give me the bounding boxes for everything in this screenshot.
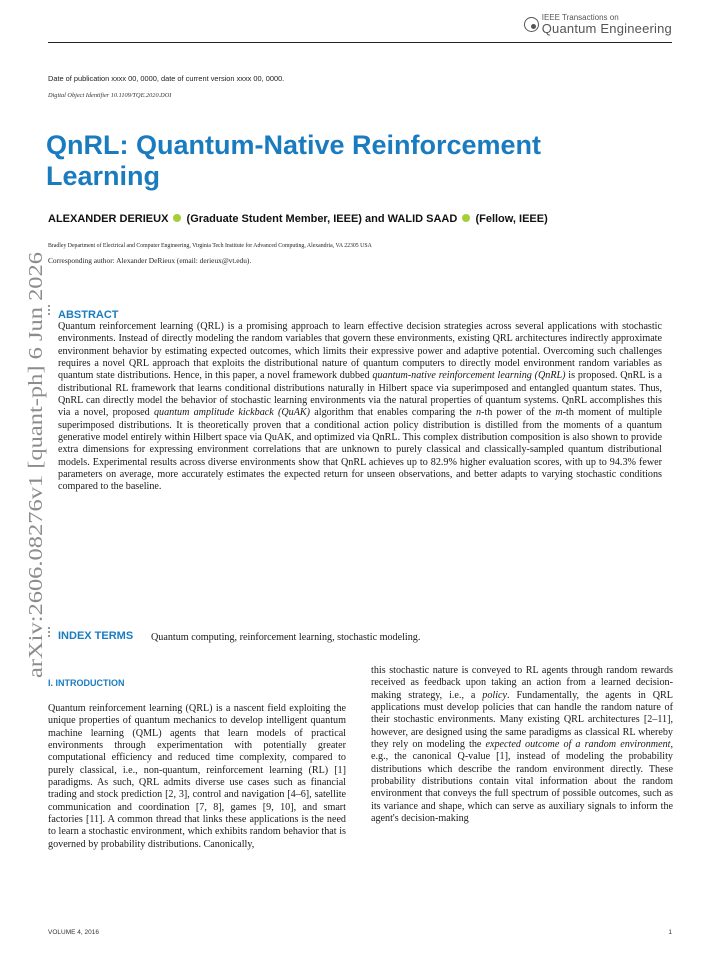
abstract-text: Quantum reinforcement learning (QRL) is a promising approach to learn effective decision strategies across several applications with stochastic environments. Instead of directly modeling the random variables that govern these environments, existing QRL architectures indirectly approximate environment behavior by estimating expected outcomes, which limits their expressive power and adaptive potential. Overcoming such challenges requires a novel QRL approach that exploits the distributional nature of quantum computers to directly model environment random variables as quantum state distributions. Hence, in this paper, a novel framework dubbed quantum-native reinforcement learning (QnRL) is proposed. QnRL is a distributional RL framework that learns conditional distributions naturally in Hilbert space via superimposed and entangled quantum states. Thus, QnRL can directly model the behavior of stochastic learning environments via the natural properties of quantum systems. QnRL accomplishes this via a novel, proposed quantum amplitude kickback (QuAK) algorithm that enables comparing the n-th power of the m-th moment of multiple superimposed distributions. It is theoretically proven that a conditional action policy distribution is distilled from the moments of a quantum generative model entirely within Hilbert space via QuAK, and optimized via QnRL. This complex distribution composition is also shown to provide extra dimensions for expressing environment correlations that are unknown to purely classical and classically-sampled quantum distributional models. Experimental results across diverse environments show that QnRL achieves up to 82.9% higher evaluation scores, with up to 94.3% fewer parameters on average, more accurately estimates the expected return for unseen observations, and better adapts to varying stochastic conditions compared to the baseline.: [58, 321, 662, 493]
journal-logo: [524, 14, 672, 35]
author-role: (Graduate Student Member, IEEE) and: [186, 213, 385, 225]
header-rule: [48, 42, 672, 43]
paper-title: QnRL: Quantum-Native Reinforcement Learning: [46, 130, 542, 191]
author-role: (Fellow, IEEE): [475, 213, 548, 225]
ieee-logo-icon: [524, 17, 539, 32]
author-name: WALID SAAD: [387, 213, 458, 225]
journal-name-line2: Quantum Engineering: [541, 21, 672, 36]
author-name: ALEXANDER DERIEUX: [48, 213, 169, 225]
page-number: 1: [668, 929, 672, 936]
publication-date: Date of publication xxxx 00, 0000, date of current version xxxx 00, 0000.: [48, 74, 285, 83]
abstract-heading: ABSTRACT: [58, 309, 119, 321]
section-marker: [48, 305, 51, 317]
index-terms-text: Quantum computing, reinforcement learning, stochastic modeling.: [151, 632, 421, 643]
footer-volume: VOLUME 4, 2016: [48, 929, 99, 936]
introduction-heading: I. INTRODUCTION: [48, 678, 125, 688]
corresponding-author: Corresponding author: Alexander DeRieux (email: derieux@vt.edu).: [48, 256, 252, 265]
author-list: [48, 213, 608, 226]
intro-right-column: this stochastic nature is conveyed to RL agents through random rewards received as feedback upon taking an action from a learned decision-making strategy, i.e., a policy. Fundamentally, the agents in QRL applications must develop policies that can handle the random nature of their stochastic environments. Many existing QRL architectures [2–11], however, are designed using the same paradigms as classical RL whereby they rely on modeling the expected outcome of a random environment, e.g., the canonical Q-value [1], instead of modeling the probability distributions which describe the random environment directly. These probability distributions contain vital information about the random environment that conveys the full spectrum of possible outcomes, such as its variance and shape, which can serve as auxiliary signals to inform the agent's decision-making: [371, 665, 673, 825]
orcid-icon[interactable]: [462, 214, 470, 222]
orcid-icon[interactable]: [173, 214, 181, 222]
section-marker: [48, 627, 51, 639]
doi-line: Digital Object Identifier 10.1109/TQE.2020.DOI: [48, 92, 172, 99]
intro-left-column: Quantum reinforcement learning (QRL) is a nascent field exploiting the unique properties of quantum mechanics to develop intelligent quantum machine learning (QML) agents that learn models of practical environments through experimentation with potentially greater computational efficiency and reduced time complexity, compared to purely classical, i.e., non-quantum, reinforcement learning (RL) [1] paradigms. As such, QRL admits diverse use cases such as financial trading and stock prediction [2, 3], control and navigation [4–6], satellite communication and coordination [7, 8], games [9, 10], and smart factories [11]. A common thread that links these applications is the need to learn a stochastic environment, which exhibits random behavior that is governed by probability distributions. Canonically,: [48, 703, 346, 850]
arxiv-stamp-text: arXiv:2606.08276v1 [quant-ph] 6 Jun 2026: [25, 321, 47, 678]
affiliation: Bradley Department of Electrical and Computer Engineering, Virginia Tech Institute for Advanced Computing, Alexandria, VA 22305 USA: [48, 243, 372, 249]
journal-name: [542, 14, 672, 35]
index-terms-heading: INDEX TERMS: [58, 630, 134, 642]
journal-name-line1: IEEE Transactions on: [541, 13, 619, 22]
